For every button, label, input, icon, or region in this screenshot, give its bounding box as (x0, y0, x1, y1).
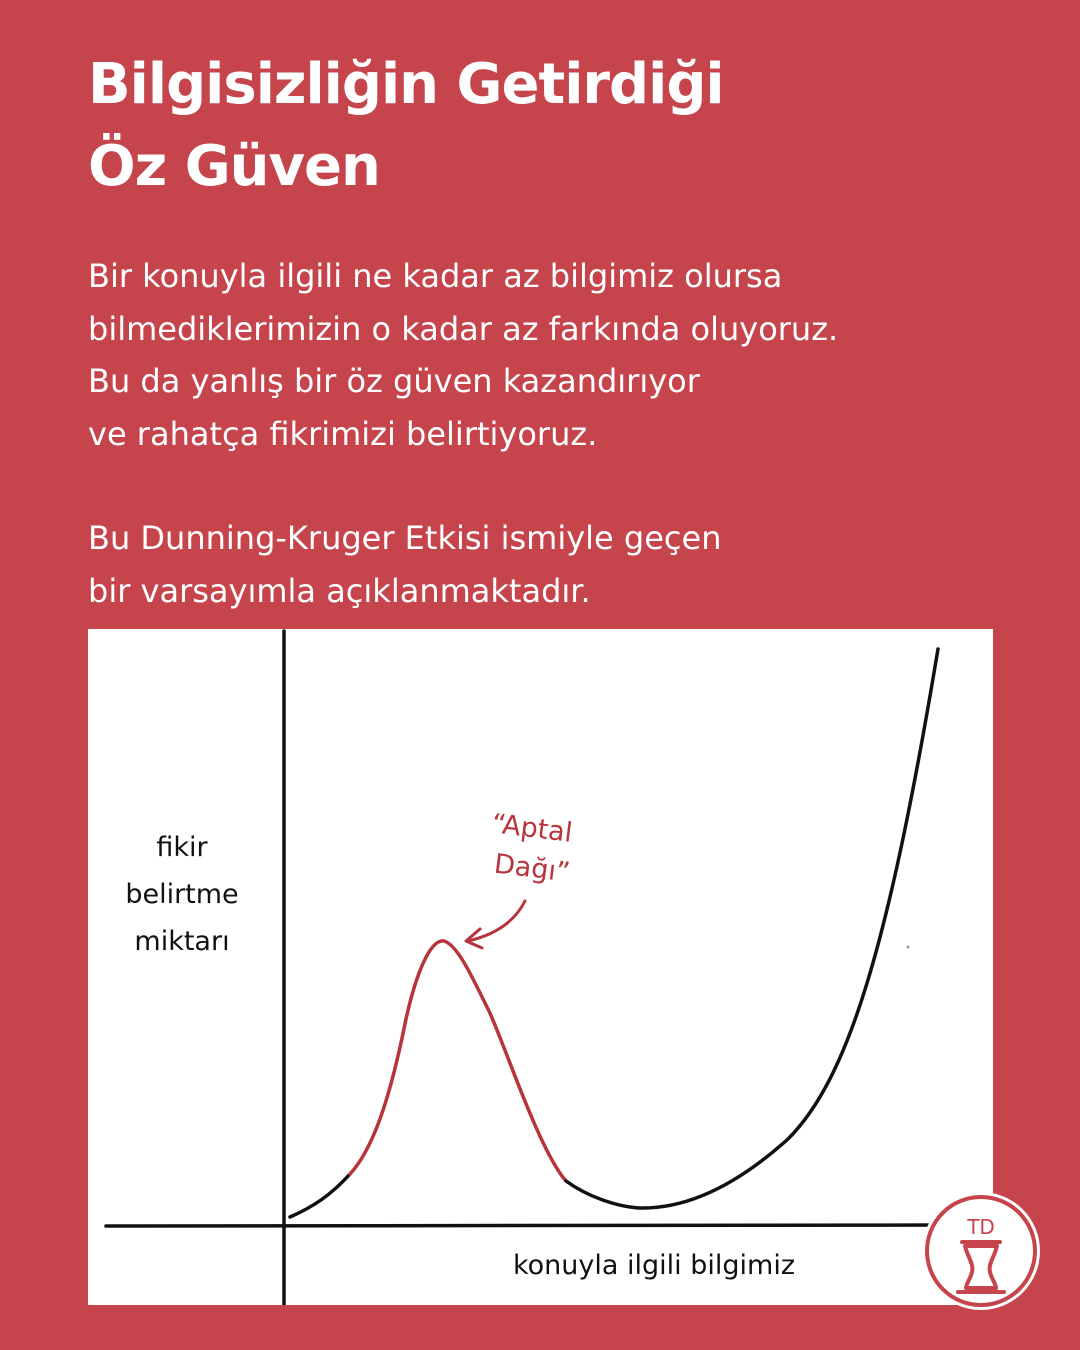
paragraph-gap (88, 460, 1038, 512)
paragraph-2-line-1: Bu Dunning-Kruger Etkisi ismiyle geçen (88, 519, 722, 557)
y-axis-label-line-3: miktarı (134, 926, 230, 957)
y-axis-label-line-2: belirtme (125, 879, 239, 910)
annotation-arrow (468, 901, 525, 941)
paragraph-1-line-2: bilmediklerimizin o kadar az farkında oluyoruz. (88, 309, 839, 348)
title-line-1: Bilgisizliğin Getirdiği (88, 52, 724, 117)
x-axis-label: konuyla ilgili bilgimiz (512, 1250, 796, 1281)
annotation-line-1: “Aptal (490, 808, 574, 849)
paragraph-1-line-3: Bu da yanlış bir öz güven kazandırıyor (88, 362, 700, 400)
mount-stupid-curve (350, 941, 566, 1181)
paragraph-1-line-4: ve rahatça fikrimizi belirtiyoruz. (88, 414, 598, 453)
speck (907, 946, 910, 949)
paragraph-2-line-2: bir varsayımla açıklanmaktadır. (88, 571, 591, 610)
enlightenment-curve (566, 649, 938, 1208)
title-line-2: Öz Güven (88, 134, 380, 199)
annotation-line-2: Dağı” (492, 848, 572, 889)
tea-glass-icon (918, 1188, 1044, 1314)
description-text (88, 250, 1038, 617)
brand-logo (918, 1188, 1044, 1314)
page-title (88, 44, 1028, 208)
paragraph-1-line-1: Bir konuyla ilgili ne kadar az bilgimiz olursa (88, 257, 783, 295)
curve-start (290, 1174, 350, 1217)
y-axis-label-line-1: fikir (156, 832, 208, 863)
logo-text: TD (967, 1215, 995, 1239)
diagram-canvas (88, 629, 993, 1305)
y-axis (284, 631, 285, 1305)
x-axis (106, 1225, 946, 1226)
dunning-kruger-diagram (88, 629, 993, 1305)
